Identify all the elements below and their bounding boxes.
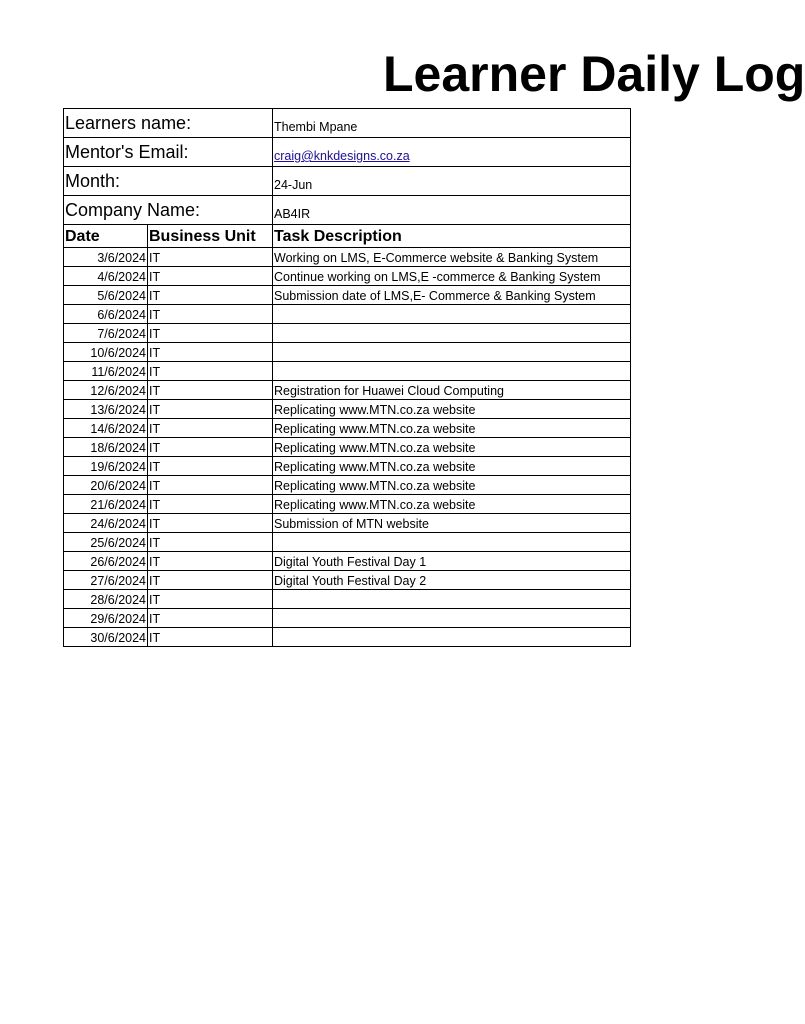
task-cell[interactable]: Registration for Huawei Cloud Computing xyxy=(273,381,631,400)
date-cell[interactable]: 24/6/2024 xyxy=(64,514,148,533)
mentor-email-label: Mentor's Email: xyxy=(65,142,189,162)
table-row xyxy=(64,248,631,267)
table-row xyxy=(64,305,631,324)
task-cell[interactable]: Digital Youth Festival Day 1 xyxy=(273,552,631,571)
company-name-row xyxy=(64,196,631,225)
task-cell[interactable]: Replicating www.MTN.co.za website xyxy=(273,419,631,438)
header-business-unit: Business Unit xyxy=(148,225,273,248)
task-cell[interactable] xyxy=(273,609,631,628)
date-cell[interactable]: 5/6/2024 xyxy=(64,286,148,305)
unit-cell[interactable]: IT xyxy=(148,590,273,609)
task-cell[interactable] xyxy=(273,533,631,552)
unit-cell[interactable]: IT xyxy=(148,267,273,286)
month-row xyxy=(64,167,631,196)
task-cell[interactable]: Working on LMS, E-Commerce website & Banking System xyxy=(273,248,631,267)
unit-cell[interactable]: IT xyxy=(148,609,273,628)
task-cell[interactable] xyxy=(273,343,631,362)
table-row xyxy=(64,362,631,381)
task-cell[interactable]: Replicating www.MTN.co.za website xyxy=(273,476,631,495)
unit-cell[interactable]: IT xyxy=(148,457,273,476)
table-row xyxy=(64,609,631,628)
table-row xyxy=(64,476,631,495)
unit-cell[interactable]: IT xyxy=(148,552,273,571)
table-row xyxy=(64,457,631,476)
unit-cell[interactable]: IT xyxy=(148,400,273,419)
unit-cell[interactable]: IT xyxy=(148,533,273,552)
date-cell[interactable]: 7/6/2024 xyxy=(64,324,148,343)
date-cell[interactable]: 21/6/2024 xyxy=(64,495,148,514)
unit-cell[interactable]: IT xyxy=(148,514,273,533)
learner-name-label: Learners name: xyxy=(65,113,192,133)
task-cell[interactable] xyxy=(273,324,631,343)
unit-cell[interactable]: IT xyxy=(148,343,273,362)
table-row xyxy=(64,343,631,362)
month-label: Month: xyxy=(65,171,121,191)
mentor-email-link[interactable]: craig@knkdesigns.co.za xyxy=(274,149,410,163)
document-title: Learner Daily Log xyxy=(383,46,805,102)
date-cell[interactable]: 29/6/2024 xyxy=(64,609,148,628)
mentor-email-row xyxy=(64,138,631,167)
table-row xyxy=(64,533,631,552)
task-cell[interactable]: Replicating www.MTN.co.za website xyxy=(273,495,631,514)
table-row xyxy=(64,419,631,438)
date-cell[interactable]: 28/6/2024 xyxy=(64,590,148,609)
table-row xyxy=(64,495,631,514)
date-cell[interactable]: 14/6/2024 xyxy=(64,419,148,438)
unit-cell[interactable]: IT xyxy=(148,305,273,324)
column-header-row xyxy=(64,225,631,248)
task-cell[interactable] xyxy=(273,628,631,647)
log-table xyxy=(63,108,631,647)
title-area xyxy=(0,40,805,102)
task-cell[interactable]: Continue working on LMS,E -commerce & Banking System xyxy=(273,267,631,286)
unit-cell[interactable]: IT xyxy=(148,571,273,590)
company-name-label: Company Name: xyxy=(65,200,201,220)
date-cell[interactable]: 4/6/2024 xyxy=(64,267,148,286)
table-row xyxy=(64,400,631,419)
table-row xyxy=(64,381,631,400)
task-cell[interactable] xyxy=(273,590,631,609)
table-row xyxy=(64,628,631,647)
company-name-value[interactable]: AB4IR xyxy=(273,196,631,225)
log-table-body xyxy=(64,109,631,647)
table-row xyxy=(64,514,631,533)
table-row xyxy=(64,438,631,457)
task-cell[interactable] xyxy=(273,305,631,324)
unit-cell[interactable]: IT xyxy=(148,381,273,400)
company-name-label-cell xyxy=(64,196,273,225)
month-value[interactable]: 24-Jun xyxy=(273,167,631,196)
task-cell[interactable]: Replicating www.MTN.co.za website xyxy=(273,400,631,419)
unit-cell[interactable]: IT xyxy=(148,248,273,267)
table-row xyxy=(64,267,631,286)
table-row xyxy=(64,286,631,305)
unit-cell[interactable]: IT xyxy=(148,324,273,343)
date-cell[interactable]: 13/6/2024 xyxy=(64,400,148,419)
month-label-cell xyxy=(64,167,273,196)
date-cell[interactable]: 6/6/2024 xyxy=(64,305,148,324)
date-cell[interactable]: 20/6/2024 xyxy=(64,476,148,495)
table-row xyxy=(64,571,631,590)
task-cell[interactable]: Replicating www.MTN.co.za website xyxy=(273,438,631,457)
table-row xyxy=(64,590,631,609)
date-cell[interactable]: 11/6/2024 xyxy=(64,362,148,381)
date-cell[interactable]: 18/6/2024 xyxy=(64,438,148,457)
date-cell[interactable]: 3/6/2024 xyxy=(64,248,148,267)
task-cell[interactable]: Submission date of LMS,E- Commerce & Banking System xyxy=(273,286,631,305)
unit-cell[interactable]: IT xyxy=(148,286,273,305)
mentor-email-value-cell[interactable] xyxy=(273,138,631,167)
date-cell[interactable]: 12/6/2024 xyxy=(64,381,148,400)
date-cell[interactable]: 26/6/2024 xyxy=(64,552,148,571)
learner-name-value[interactable]: Thembi Mpane xyxy=(273,109,631,138)
task-cell[interactable]: Digital Youth Festival Day 2 xyxy=(273,571,631,590)
header-date: Date xyxy=(64,225,148,248)
unit-cell[interactable]: IT xyxy=(148,476,273,495)
unit-cell[interactable]: IT xyxy=(148,495,273,514)
header-task-description: Task Description xyxy=(273,225,631,248)
mentor-email-label-cell xyxy=(64,138,273,167)
date-cell[interactable]: 19/6/2024 xyxy=(64,457,148,476)
unit-cell[interactable]: IT xyxy=(148,362,273,381)
learner-name-label-cell xyxy=(64,109,273,138)
date-cell[interactable]: 25/6/2024 xyxy=(64,533,148,552)
table-row xyxy=(64,324,631,343)
task-cell[interactable]: Submission of MTN website xyxy=(273,514,631,533)
date-cell[interactable]: 10/6/2024 xyxy=(64,343,148,362)
unit-cell[interactable]: IT xyxy=(148,628,273,647)
unit-cell[interactable]: IT xyxy=(148,438,273,457)
learner-name-row xyxy=(64,109,631,138)
unit-cell[interactable]: IT xyxy=(148,419,273,438)
task-cell[interactable]: Replicating www.MTN.co.za website xyxy=(273,457,631,476)
date-cell[interactable]: 30/6/2024 xyxy=(64,628,148,647)
task-cell[interactable] xyxy=(273,362,631,381)
table-row xyxy=(64,552,631,571)
date-cell[interactable]: 27/6/2024 xyxy=(64,571,148,590)
